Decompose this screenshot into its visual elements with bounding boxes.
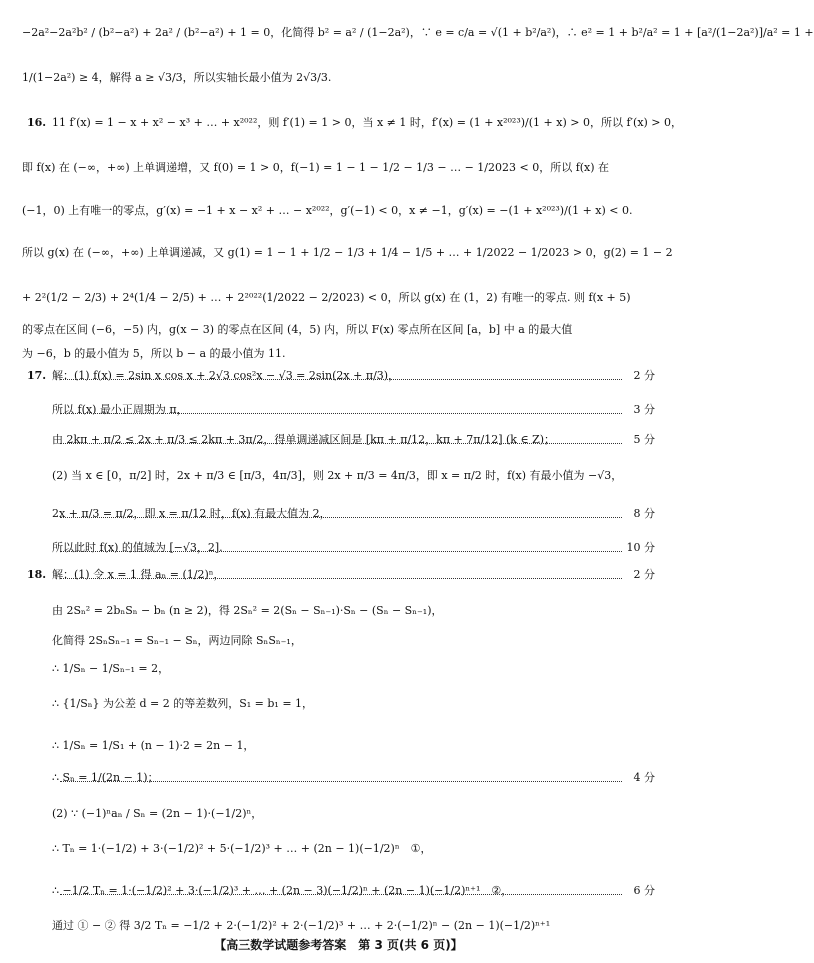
line-text: (−1，0) 上有唯一的零点，g′(x) = −1 + x − x² + … − x²⁰²²，g′(−1) < 0，x ≠ −1，g′(x) = −(1 + x²⁰²³)/(1 + x) < 0. bbox=[22, 204, 633, 217]
line-text: −2a²−2a²b² / (b²−a²) + 2a² / (b²−a²) + 1 = 0，化简得 b² = a² / (1−2a²)，∵ e = c/a = √(1 + b²/a²)，∴ e² = 1 + b²/a² = 1 + [a²/(1−2a²)]/a² = 1 + bbox=[22, 26, 814, 39]
dotted-leader bbox=[60, 781, 622, 782]
line-text: + 2²(1/2 − 2/3) + 2⁴(1/4 − 2/5) + … + 2²⁰²²(1/2022 − 2/2023) < 0，所以 g(x) 在 (1，2) 有唯一的零点. 则 f(x + 5) bbox=[22, 291, 631, 304]
dotted-leader bbox=[60, 551, 622, 552]
text-line bbox=[0, 841, 677, 857]
line-text: 1/(1−2a²) ≥ 4，解得 a ≥ √3/3，所以实轴长最小值为 2√3/3. bbox=[22, 71, 332, 84]
text-line bbox=[0, 661, 677, 677]
score-label: 5 分 bbox=[630, 432, 656, 448]
line-text: 即 f(x) 在 (−∞，+∞) 上单调递增，又 f(0) = 1 > 0，f(−1) = 1 − 1 − 1/2 − 1/3 − … − 1/2023 < 0，所以 f(x) 在 bbox=[22, 161, 610, 174]
text-line bbox=[0, 25, 814, 41]
line-text: (2) 当 x ∈ [0，π/2] 时，2x + π/3 ∈ [π/3，4π/3]，则 2x + π/3 = 4π/3，即 x = π/2 时，f(x) 有最小值为 −√3， bbox=[52, 469, 623, 482]
text-line bbox=[0, 696, 677, 712]
line-text: 解：(1) f(x) = 2sin x cos x + 2√3 cos²x − √3 = 2sin(2x + π/3)， bbox=[52, 369, 400, 382]
line-text: 化简得 2SₙSₙ₋₁ = Sₙ₋₁ − Sₙ，两边同除 SₙSₙ₋₁， bbox=[52, 634, 302, 647]
text-line bbox=[0, 567, 677, 583]
line-text: ∴ {1/Sₙ} 为公差 d = 2 的等差数列，S₁ = b₁ = 1， bbox=[52, 697, 314, 710]
line-text: 由 2Sₙ² = 2bₙSₙ − bₙ (n ≥ 2)，得 2Sₙ² = 2(Sₙ − Sₙ₋₁)·Sₙ − (Sₙ − Sₙ₋₁)， bbox=[52, 604, 443, 617]
line-text: 为 −6，b 的最小值为 5，所以 b − a 的最小值为 11. bbox=[22, 347, 286, 360]
score-label: 2 分 bbox=[630, 368, 656, 384]
text-line bbox=[0, 368, 677, 384]
text-line bbox=[0, 203, 677, 219]
text-line bbox=[0, 160, 677, 176]
line-text: ∴ Tₙ = 1·(−1/2) + 3·(−1/2)² + 5·(−1/2)³ + … + (2n − 1)(−1/2)ⁿ ①， bbox=[52, 842, 432, 855]
line-text: ∴ −1/2 Tₙ = 1·(−1/2)² + 3·(−1/2)³ + … + (2n − 3)(−1/2)ⁿ + (2n − 1)(−1/2)ⁿ⁺¹ ②， bbox=[52, 884, 513, 897]
text-line bbox=[0, 770, 677, 786]
score-label: 3 分 bbox=[630, 402, 656, 418]
text-line bbox=[0, 115, 683, 131]
text-line bbox=[0, 432, 677, 448]
page-footer: 【高三数学试题参考答案 第 3 页(共 6 页)】 bbox=[214, 938, 463, 952]
line-text: 2x + π/3 = π/2，即 x = π/12 时，f(x) 有最大值为 2， bbox=[52, 507, 331, 520]
score-label: 8 分 bbox=[630, 506, 656, 522]
line-text: 所以 g(x) 在 (−∞，+∞) 上单调递减，又 g(1) = 1 − 1 + 1/2 − 1/3 + 1/4 − 1/5 + … + 1/2022 − 1/2023 > 0，g(2) = 1 − 2 bbox=[22, 246, 673, 259]
line-text: 所以 f(x) 最小正周期为 π， bbox=[52, 403, 188, 416]
text-line bbox=[0, 540, 677, 556]
text-line bbox=[0, 468, 677, 484]
score-label: 10 分 bbox=[623, 540, 656, 556]
line-text: 通过 ① − ② 得 3/2 Tₙ = −1/2 + 2·(−1/2)² + 2·(−1/2)³ + … + 2·(−1/2)ⁿ − (2n − 1)(−1/2)ⁿ⁺¹ bbox=[52, 919, 551, 932]
dotted-leader bbox=[60, 443, 622, 444]
line-text: 所以此时 f(x) 的值域为 [−√3，2]. bbox=[52, 541, 223, 554]
text-line bbox=[0, 290, 677, 306]
text-line bbox=[0, 70, 677, 86]
score-label: 2 分 bbox=[630, 567, 656, 583]
line-text: 11 f′(x) = 1 − x + x² − x³ + … + x²⁰²²，则 f′(1) = 1 > 0，当 x ≠ 1 时，f′(x) = (1 + x²⁰²³)/(1 + x) > 0，所以 f′(x) > 0， bbox=[52, 116, 683, 129]
dotted-leader bbox=[60, 578, 622, 579]
dotted-leader bbox=[60, 517, 622, 518]
dotted-leader bbox=[60, 413, 622, 414]
text-line bbox=[0, 806, 677, 822]
score-label: 4 分 bbox=[630, 770, 656, 786]
text-line bbox=[0, 506, 677, 522]
line-text: (2) ∵ (−1)ⁿaₙ / Sₙ = (2n − 1)·(−1/2)ⁿ， bbox=[52, 807, 263, 820]
line-text: ∴ 1/Sₙ − 1/Sₙ₋₁ = 2， bbox=[52, 662, 170, 675]
question-number: 17. bbox=[27, 369, 47, 382]
line-text: 解：(1) 令 x = 1 得 aₙ = (1/2)ⁿ， bbox=[52, 568, 225, 581]
text-line bbox=[0, 918, 677, 934]
text-line bbox=[0, 603, 677, 619]
line-text: 的零点在区间 (−6，−5) 内，g(x − 3) 的零点在区间 (4，5) 内，所以 F(x) 零点所在区间 [a，b] 中 a 的最大值 bbox=[22, 323, 573, 336]
question-number: 18. bbox=[27, 568, 47, 581]
text-line bbox=[0, 633, 677, 649]
text-line bbox=[0, 245, 677, 261]
line-text: ∴ 1/Sₙ = 1/S₁ + (n − 1)·2 = 2n − 1， bbox=[52, 739, 255, 752]
question-number: 16. bbox=[27, 116, 47, 129]
text-line bbox=[0, 402, 677, 418]
text-line bbox=[0, 322, 677, 338]
score-label: 6 分 bbox=[630, 883, 656, 899]
line-text: ∴ Sₙ = 1/(2n − 1)； bbox=[52, 771, 159, 784]
dotted-leader bbox=[60, 379, 622, 380]
text-line bbox=[0, 883, 677, 899]
line-text: 由 2kπ + π/2 ≤ 2x + π/3 ≤ 2kπ + 3π/2，得单调递减区间是 [kπ + π/12，kπ + 7π/12] (k ∈ Z)； bbox=[52, 433, 556, 446]
text-line bbox=[0, 738, 677, 754]
dotted-leader bbox=[60, 894, 622, 895]
text-line bbox=[0, 346, 677, 362]
